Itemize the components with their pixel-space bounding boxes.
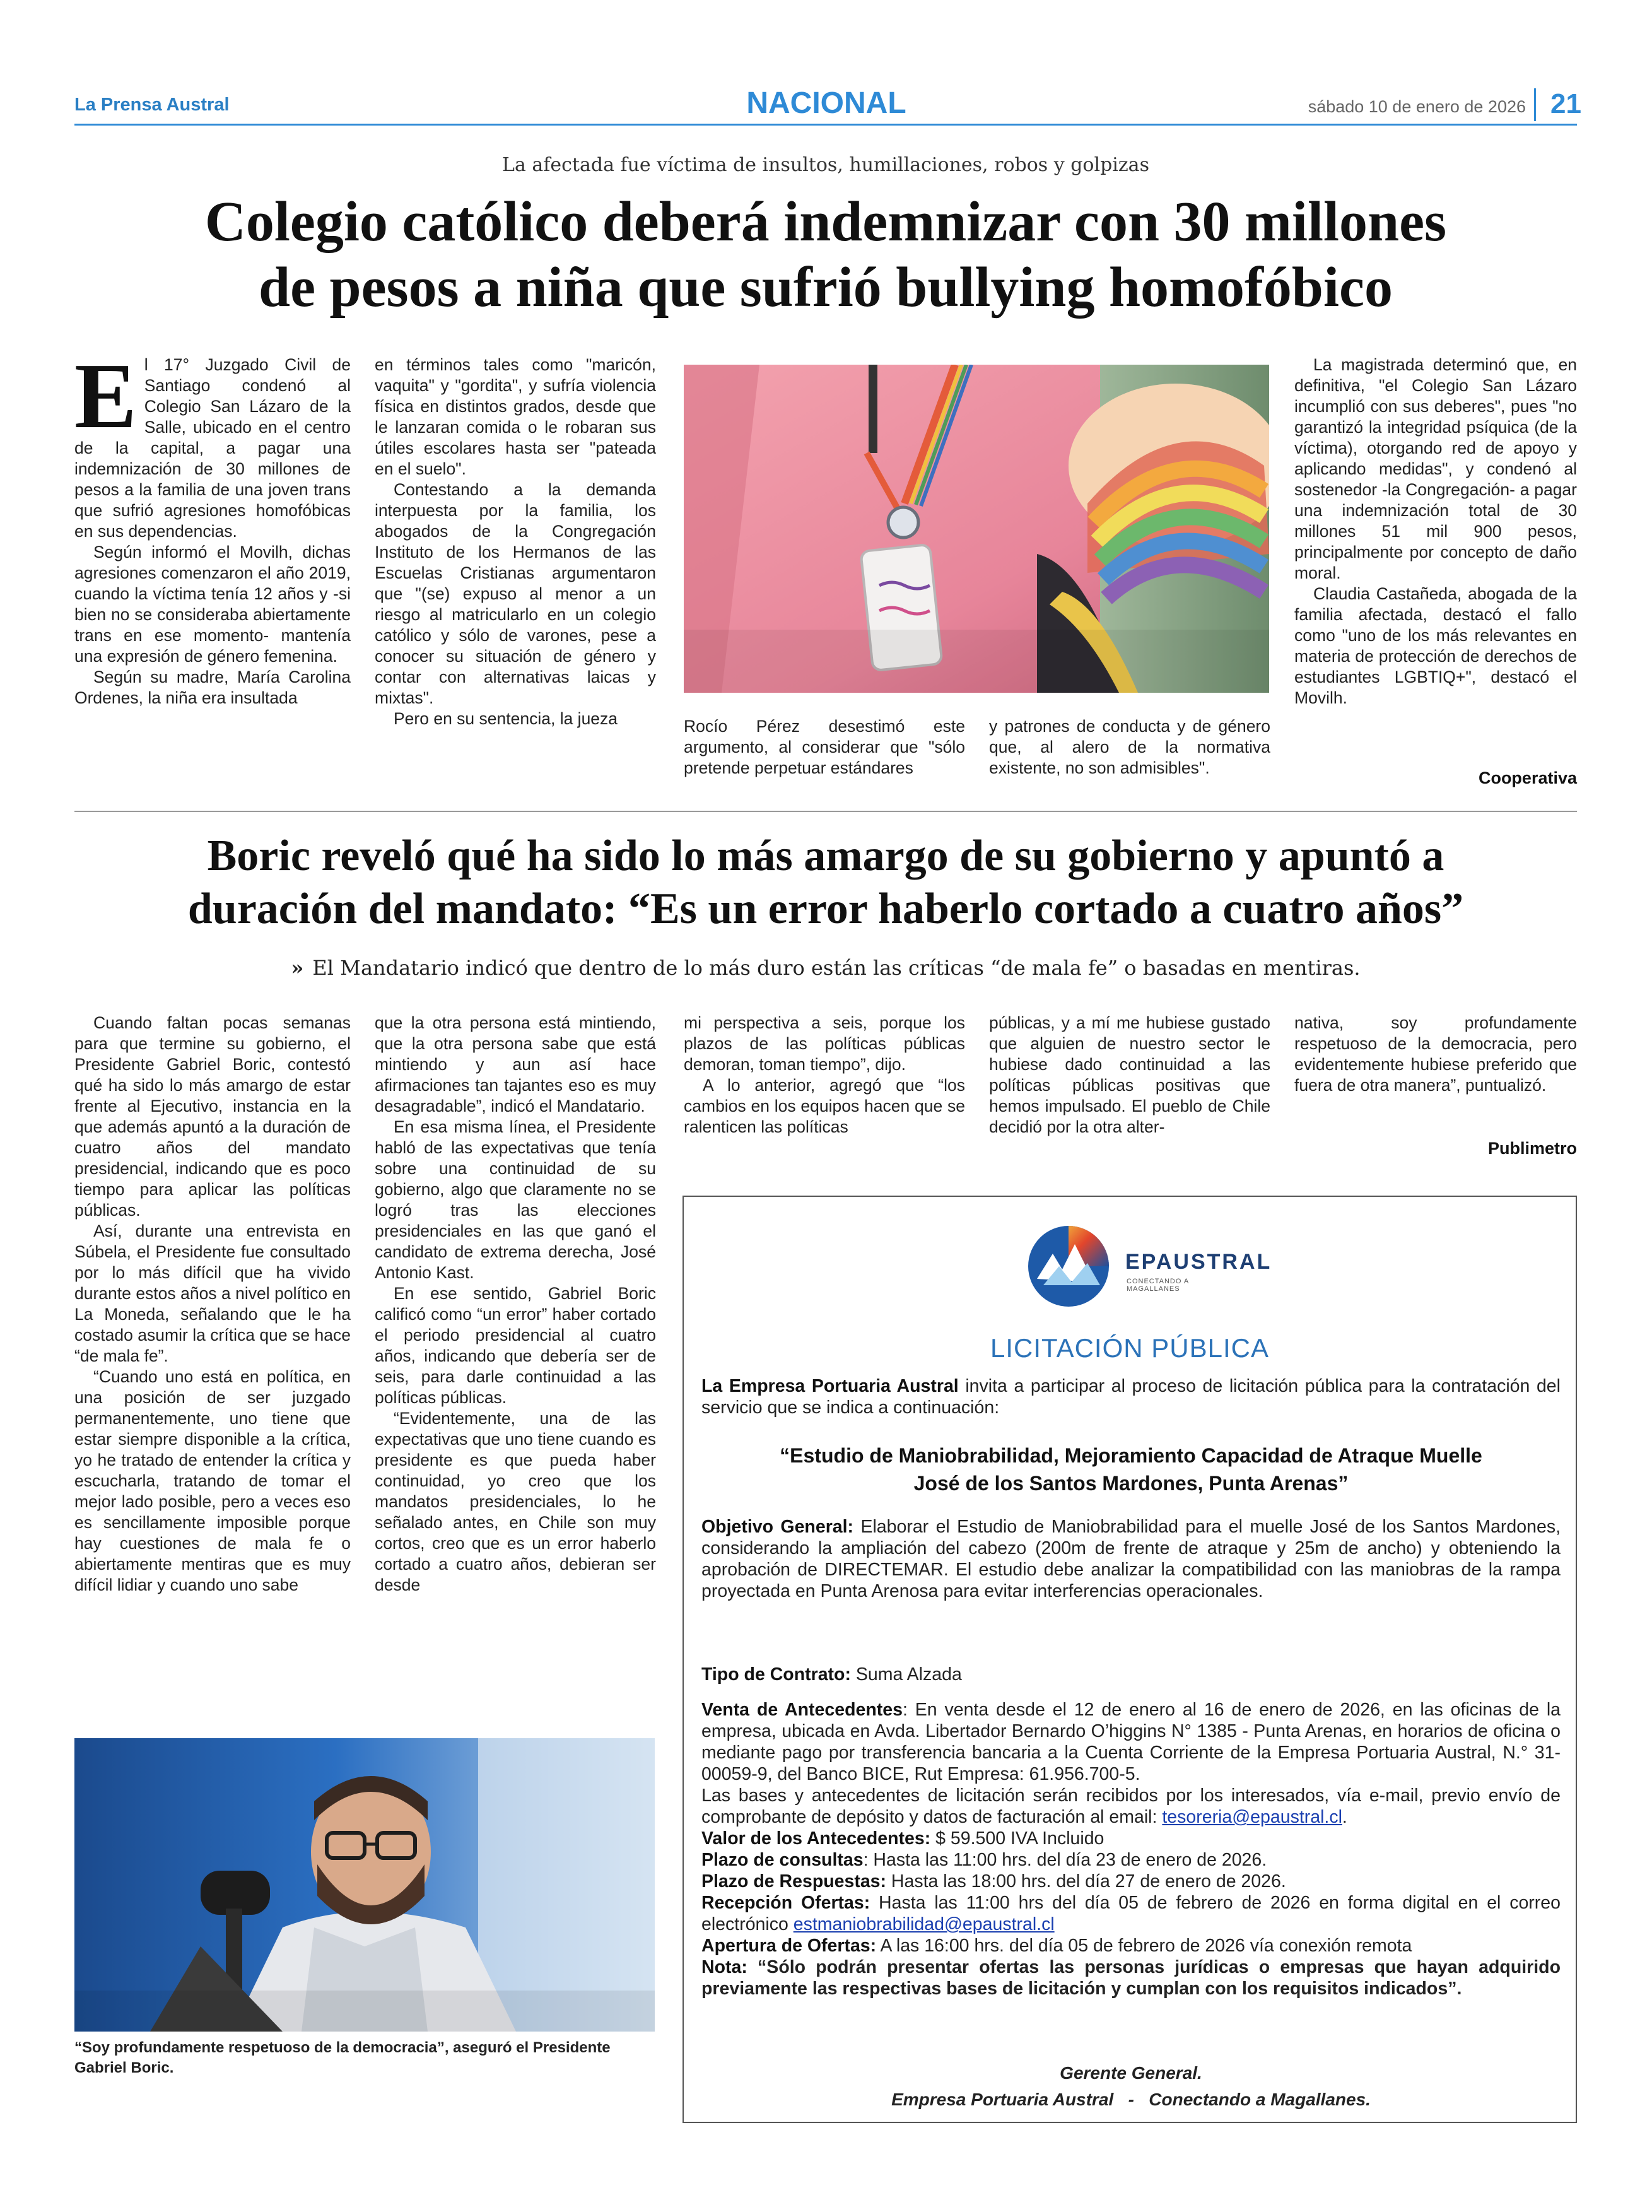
article1-col1-p2: Según informó el Movilh, dichas agresiones comenzaron el año 2019, cuando la víctima tenía 12 años y -si bien no se consideraba abiertamente trans en ese momento- mantenía una expresión de género femenina. [74, 543, 351, 666]
tender-value-label: Valor de los Antecedentes: [701, 1828, 931, 1849]
header-rule [74, 124, 1577, 126]
tender-title: LICITACIÓN PÚBLICA [990, 1333, 1269, 1363]
article2-column-5 [1294, 1013, 1577, 1139]
tender-answers-deadline [701, 1871, 1561, 1892]
article2-column-3 [684, 1013, 965, 1164]
tender-note-text: “Sólo podrán presentar ofertas las personas jurídicas o empresas que hayan adquirido previamente las respectivas bases de licitación y cumplan con los requisitos indicados”. [701, 1957, 1561, 1999]
article1-col2-p3: Pero en su sentencia, la jueza [394, 709, 618, 728]
boric-interview-photo [74, 1738, 655, 2032]
article2-headline-line2: duración del mandato: “Es un error haberlo cortado a cuatro años” [187, 885, 1464, 933]
article2-col2-p2: En esa misma línea, el Presidente habló de las expectativas que tenía sobre una continuidad de su gobierno, algo que claramente no se logró tras las elecciones presidenciales en las que ganó el candidato de extrema derecha, José Antonio Kast. [375, 1117, 656, 1282]
tesoreria-email-link[interactable]: tesoreria@epaustral.cl [1162, 1807, 1342, 1827]
article1-col4-p1: La magistrada determinó que, en definitiva, "el Colegio San Lázaro incumplió con sus deberes", pues "no garantizó la integridad psíquica (de la víctima), otorgando red de apoyo y aplicando medidas", y condenó al sostenedor -la Congregación- a pagar una indemnización total de 30 millones 51 mil 900 pesos, principalmente por concepto de daño moral. [1294, 355, 1577, 582]
subhead-marker-icon: » [291, 956, 304, 980]
article1-headline-line1: Colegio católico deberá indemnizar con 30 millones [204, 191, 1447, 253]
tender-project-title [701, 1442, 1561, 1497]
tender-objective-label: Objetivo General: [701, 1517, 854, 1537]
tender-contract-label: Tipo de Contrato: [701, 1664, 851, 1685]
article1-headline [74, 189, 1577, 321]
article2-col5: nativa, soy profundamente respetuoso de la democracia, pero evidentemente hubiese preferido que fuera de otra manera”, puntualizó. [1294, 1013, 1577, 1095]
article2-column-2 [375, 1013, 656, 1722]
tender-intro-text: invita a participar al proceso de licitación pública para la contratación del servicio que se indica a continuación: [701, 1376, 1561, 1418]
article2-col1-p1: Cuando faltan pocas semanas para que termine su gobierno, el Presidente Gabriel Boric, contestó qué ha sido lo más amargo de estar frente al Ejecutivo, instancia en la que además apuntó a la duración de cuatro años del mandato presidencial, indicando que es poco tiempo para aplicar las políticas públicas. [74, 1013, 351, 1220]
article2-col4: públicas, y a mí me hubiese gustado que alguien de nuestro sector le hubiese dado continuidad a las políticas públicas positivas que hemos impulsado. El pueblo de Chile decidió por la otra alter- [989, 1013, 1270, 1136]
page-number: 21 [1550, 88, 1581, 119]
newspaper-brand: La Prensa Austral [74, 95, 230, 115]
tender-value-text: $ 59.500 IVA Incluido [930, 1828, 1104, 1849]
tender-answers-text: Hasta las 18:00 hrs. del día 27 de enero de 2026. [886, 1871, 1286, 1891]
logo-tagline: CONECTANDO A MAGALLANES [1127, 1278, 1189, 1293]
article1-kicker: La afectada fue víctima de insultos, humillaciones, robos y golpizas [502, 154, 1149, 176]
article1-headline-line2: de pesos a niña que sufrió bullying homofóbico [259, 256, 1393, 319]
article1-col2-p1: en términos tales como "maricón, vaquita" y "gordita", y sufría violencia física en distintos grados, desde que le lanzaran comida o le robaran sus útiles escolares hasta ser "pateada en el suelo". [375, 355, 656, 478]
tender-advertisement [682, 1196, 1577, 2123]
tender-project-line2: José de los Santos Mardones, Punta Arenas” [913, 1472, 1349, 1495]
article2-col1-p3: “Cuando uno está en política, en una posición de ser juzgado permanentemente, uno tiene que estar siempre disponible a la crítica, yo he tratado de entender la crítica y escucharla, tratando de tomar el mejor lado posible, pero a veces eso es sencillamente imposible porque hay cuestiones de mala fe o abiertamente mentiras que es muy difícil lidiar y cuando uno sabe [74, 1367, 351, 1594]
tender-reception-text: Hasta las 11:00 hrs del día 05 de febrero de 2026 en forma digital en el correo electrónico [701, 1893, 1561, 1934]
tender-signature-title: Gerente General. [1060, 2063, 1202, 2083]
article2-subhead [74, 956, 1577, 980]
article2-col1-p2: Así, durante una entrevista en Súbela, el Presidente fue consultado por lo más difícil que ha vivido durante estos años a nivel político en La Moneda, señalando que le ha costado asumir la crítica que se hace “de mala fe”. [74, 1221, 351, 1365]
article1-column-1 [74, 355, 351, 796]
tender-reception-label: Recepción Ofertas: [701, 1893, 870, 1913]
tender-answers-label: Plazo de Respuestas: [701, 1871, 887, 1891]
tender-reception [701, 1892, 1561, 1935]
tender-objective [701, 1516, 1561, 1602]
article1-col2-p2: Contestando a la demanda interpuesta por la familia, los abogados de la Congregación Instituto de los Hermanos de las Escuelas Cristianas argumentaron que "(se) expuso al menor a un riesgo al matricularlo en un colegio católico y sólo de varones, pese a conocer su situación de género y contar con alternativas laicas y mixtas". [375, 480, 656, 707]
tender-questions-text: : Hasta las 11:00 hrs. del día 23 de enero de 2026. [863, 1850, 1267, 1870]
issue-date: sábado 10 de enero de 2026 [1308, 97, 1526, 116]
article1-column-3b [989, 716, 1270, 798]
article2-col2-p3: En ese sentido, Gabriel Boric calificó como “un error” haber cortado el periodo presidencial al cuatro años, indicando que debería ser de seis, para darle continuidad a las políticas públicas. [375, 1284, 656, 1407]
article2-col2-p1: que la otra persona está mintiendo, que la otra persona sabe que está mintiendo y aun así hace afirmaciones tan tajantes eso es muy desagradable”, indicó el Mandatario. [375, 1013, 656, 1115]
tender-intro [701, 1375, 1561, 1418]
tender-opening-text: A las 16:00 hrs. del día 05 de febrero de 2026 vía conexión remota [876, 1936, 1412, 1956]
tender-details [701, 1699, 1561, 1999]
epaustral-logo-icon [1024, 1222, 1113, 1310]
article2-subhead-text: El Mandatario indicó que dentro de lo más duro están las críticas “de mala fe” o basadas en mentiras. [312, 956, 1361, 980]
pride-lanyard-photo [684, 365, 1269, 693]
tender-signature [701, 2060, 1561, 2113]
tender-project-line1: “Estudio de Maniobrabilidad, Mejoramiento Capacidad de Atraque Muelle [780, 1444, 1482, 1467]
tender-contract-text: Suma Alzada [850, 1664, 962, 1685]
tender-contract-type [701, 1664, 1561, 1685]
tender-questions-deadline [701, 1849, 1561, 1871]
article1-column-2 [375, 355, 656, 796]
article1-credit: Cooperativa [1478, 768, 1577, 787]
article2-headline [74, 830, 1577, 936]
tender-sale [701, 1699, 1561, 1785]
tender-questions-label: Plazo de consultas [701, 1850, 864, 1870]
tender-sale-label: Venta de Antecedentes [701, 1700, 903, 1720]
article2-col3-p2: A lo anterior, agregó que “los cambios en los equipos hacen que se ralenticen las políticas [684, 1076, 965, 1136]
article2-photo-caption: “Soy profundamente respetuoso de la democracia”, aseguró el Presidente Gabriel Boric. [74, 2039, 611, 2076]
tender-sale-text: : En venta desde el 12 de enero al 16 de enero de 2026, en las oficinas de la empresa, ubicada en Avda. Libertador Bernardo O’higgins N° 1385 - Punta Arenas, en horarios de oficina o mediante pago por transferencia bancaria a la Cuenta Corriente de la Empresa Portuaria Austral, N.° 31-00059-9, del Banco BICE, Rut Empresa: 61.956.700-5. [701, 1700, 1561, 1784]
article2-col2-p4: “Evidentemente, una de las expectativas que uno tiene cuando es presidente es que pueda haber continuidad, yo creo que los mandatos presidenciales, lo he señalado antes, en Chile son muy cortos, creo que es un error haberlo cortado a cuatro años, debieran ser desde [375, 1409, 656, 1594]
dropcap: E [74, 355, 137, 448]
article1-col3b: y patrones de conducta y de género que, al alero de la normativa existente, no son admisibles". [989, 717, 1270, 777]
article1-col1-p3: Según su madre, María Carolina Ordenes, la niña era insultada [74, 668, 351, 707]
article2-photo [74, 1738, 655, 2032]
article2-column-4 [989, 1013, 1270, 1164]
article2-column-1 [74, 1013, 351, 1722]
tender-note [701, 1956, 1561, 1999]
tender-note-label: Nota: [701, 1957, 747, 1977]
article1-col3a: Rocío Pérez desestimó este argumento, al considerar que "sólo pretende perpetuar estándares [684, 717, 965, 777]
article1-photo [684, 365, 1269, 693]
article1-col1-p1: l 17° Juzgado Civil de Santiago condenó al Colegio San Lázaro de la Salle, ubicado en el centro de la capital, a pagar una indemnización de 30 millones de pesos a la familia de una joven trans que sufrió agresiones homofóbicas en sus dependencias. [74, 355, 351, 541]
article2-col3-p1: mi perspectiva a seis, porque los plazos de las políticas públicas demoran, toman tiempo”, dijo. [684, 1013, 965, 1074]
article-separator [74, 811, 1577, 812]
article2-headline-line1: Boric reveló qué ha sido lo más amargo de su gobierno y apuntó a [207, 832, 1444, 880]
tender-bases: Las bases y antecedentes de licitación serán recibidos por los interesados, vía e-mail, previo envío de comprobante de depósito y datos de facturación al email: tesoreria@epaustral.cl. [701, 1785, 1561, 1827]
tender-opening-label: Apertura de Ofertas: [701, 1936, 877, 1956]
section-title: NACIONAL [746, 86, 906, 120]
header-divider [1534, 88, 1536, 121]
tender-value [701, 1828, 1561, 1849]
article2-credit: Publimetro [1487, 1139, 1577, 1158]
article1-column-3a [684, 716, 965, 798]
epaustral-logo [1024, 1222, 1272, 1310]
maniobrabilidad-email-link[interactable]: estmaniobrabilidad@epaustral.cl [793, 1914, 1055, 1934]
tender-intro-company: La Empresa Portuaria Austral [701, 1376, 959, 1396]
tender-signature-company: Empresa Portuaria Austral - Conectando a Magallanes. [891, 2090, 1371, 2109]
article1-column-4 [1294, 355, 1577, 790]
tender-objective-text: Elaborar el Estudio de Maniobrabilidad para el muelle José de los Santos Mardones, considerando la ampliación del cabezo (200m de frente de atraque y 25m de ancho) y obteniendo la aprobación de DIRECTEMAR. El estudio debe analizar la compatibilidad con las maniobras de la rampa proyectada en Punta Arenosa para evitar interferencias operacionales. [701, 1517, 1561, 1601]
tender-bases-text: Las bases y antecedentes de licitación serán recibidos por los interesados, vía e-mail, previo envío de comprobante de depósito y datos de facturación al email: [701, 1785, 1561, 1827]
tender-opening [701, 1935, 1561, 1956]
article1-col4-p2: Claudia Castañeda, abogada de la familia afectada, destacó el fallo como "uno de los más relevantes en materia de protección de derechos de estudiantes LGBTIQ+", destacó el Movilh. [1294, 584, 1577, 707]
logo-name: EPAUSTRAL [1125, 1250, 1272, 1274]
